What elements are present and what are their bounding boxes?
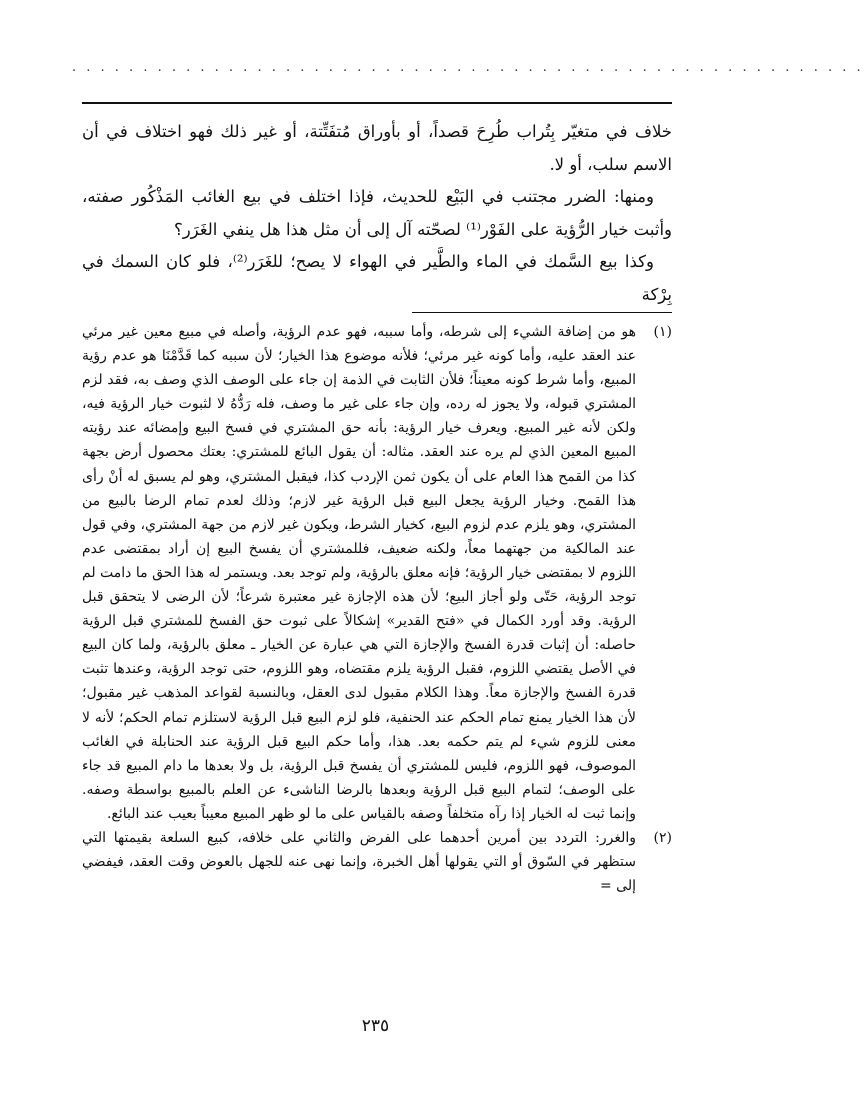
footnote-number: (٢)	[653, 829, 672, 846]
footnote-text: هو من إضافة الشيء إلى شرطه، وأما سببه، فهو عدم الرؤية، وأصله في مبيع معين غير مرئي عند العقد عليه، وأما كونه غير مرئي؛ فلأنه موضوع هذا الخيار؛ لأن سببه كما قَدَّمْنَا هو عدم رؤية المبيع، وأما شرط كونه معيناً؛ فلأن الثابت في الذمة إن جاء على الوصف الذي وصف به، فقد لزم المشتري قبوله، ولا يجوز له رده، وإن جاء على غير ما وصف، فله رَدُّهُ لا لثبوت خيار الرؤية فيه، ولكن لأنه غير المبيع. ويعرف خيار الرؤية: بأنه حق المشتري في فسخ البيع وإمضائه عند رؤيته المبيع المعين الذي لم يره عند العقد. مثاله: أن يقول البائع للمشتري: بعتك محصول أرض بجهة كذا من القمح هذا العام على أن يكون ثمن الإردب كذا، فيقبل المشتري، وهو لم يسبق له أنْ رأى هذا القمح. وخيار الرؤية يجعل البيع قبل الرؤية غير لازم؛ وذلك لعدم تمام الرضا بالبيع من المشتري، وهو يلزم عدم لزوم البيع، كخيار الشرط، ويكون غير لازم من جهة المشتري، وفي قول عند المالكية من جهتهما معاً، ولكنه ضعيف، فللمشتري أن يفسخ البيع إن أراد بمقتضى عدم اللزوم لا بمقتضى خيار الرؤية؛ فإنه معلق بالرؤية، ولم توجد بعد. ويستمر له هذا الحق ما دامت لم توجد الرؤية، حَتّى ولو أجاز البيع؛ لأن هذه الإجازة غير معتبرة شرعاً؛ لأن الرضى لا يتحقق قبل الرؤية. وقد أورد الكمال في «فتح القدير» إشكالاً على ثبوت حق الفسخ للمشتري قبل الرؤية حاصله: أن إثبات قدرة الفسخ والإجازة التي هي عبارة عن الخيار ـ معلق بالرؤية، ولما كان البيع في الأصل يقتضي اللزوم، فقبل الرؤية يلزم مقتضاه، وهو اللزوم، حتى توجد الرؤية، وعندها تثبت قدرة الفسخ والإجازة معاً. وهذا الكلام مقبول لدى العقل، وبالنسبة لقواعد المذهب غير مقبول؛ لأن هذا الخيار يمنع تمام الحكم عند الحنفية، فلو لزم البيع قبل الرؤية لاستلزم تمام الحكم؛ لأنه لا معنى للزوم شيء لم يتم حكمه بعد. هذا، وأما حكم البيع قبل الرؤية عند الحنابلة في الغائب الموصوف، فهو اللزوم، فليس للمشتري أن يفسخ قبل الرؤية، بل ولا بعدها ما دام المبيع قد جاء على الوصف؛ لتمام البيع قبل الرؤية وبعدها بالرضا الناشىء عن العلم بالمبيع بواسطة وصفه. وإنما ثبت له الخيار إذا رآه متخلفاً وصفه بالقياس على ما لو ظهر المبيع معيباً بعيب عند البائع.	[82, 324, 636, 822]
main-paragraph: ومنها: الضرر مجتنب في البَيْع للحديث، فإذا اختلف في بيع الغائب المَذْكُور صفته، وأثبت خيار الرُّؤية على الفَوْر⁽¹⁾ لصحّته آل إلى أن مثل هذا هل ينفي الغَرَر؟	[82, 187, 672, 239]
footnote-separator	[412, 312, 672, 313]
footnote-item	[82, 320, 672, 826]
main-paragraph: وكذا بيع السَّمك في الماء والطَّير في الهواء لا يصح؛ للغَرَر⁽²⁾، فلو كان السمك في بِرْكة	[82, 252, 672, 304]
footnotes	[82, 320, 672, 898]
header-rule	[82, 102, 672, 104]
header-dotted-line: . . . . . . . . . . . . . . . . . . . . . . . . . . . . . . . . . . . . . . . . . . . . . . . . . . . . . . . .	[72, 60, 864, 75]
footnote-item	[82, 826, 672, 898]
footnote-number: (١)	[653, 324, 672, 340]
page-number: ٢٣٥	[361, 1016, 390, 1036]
main-paragraph: خلاف في متغيّر بِتُراب طُرِحَ قصداً، أو بأوراق مُتفَتِّتة، أو غير ذلك فهو اختلاف في أن الاسم سلب، أو لا.	[82, 122, 672, 174]
main-text	[82, 116, 672, 311]
footnote-text: والغرر: التردد بين أمرين أحدهما على الفرض والثاني على خلافه، كبيع السلعة بقيمتها التي ستظهر في السّوق أو التي يقولها أهل الخبرة، وإنما نهى عنه للجهل بالعوض وقت العقد، فيفضي إلى =	[82, 829, 636, 895]
